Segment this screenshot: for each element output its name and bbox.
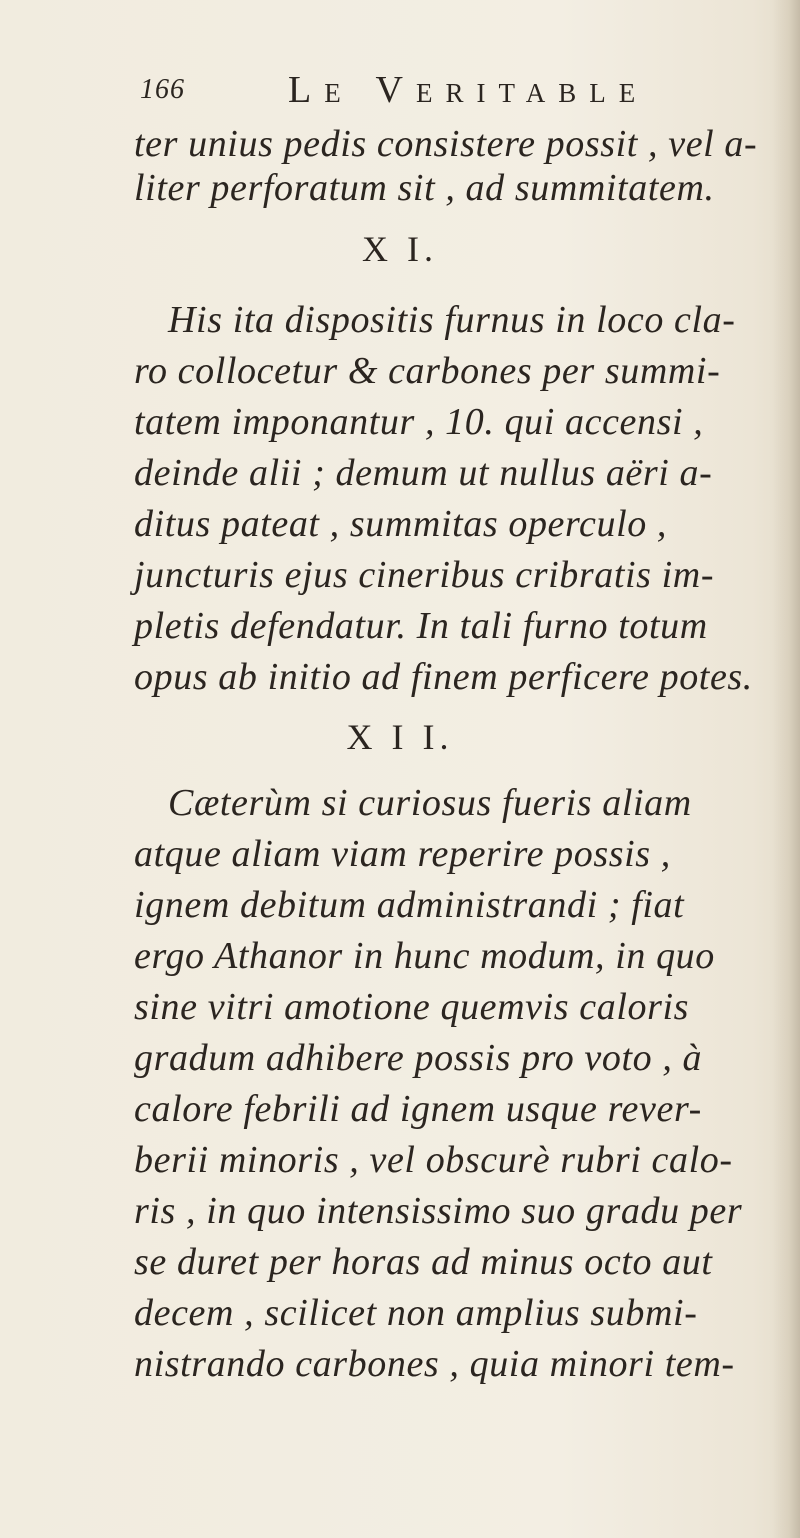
text-line: ignem debitum administrandi ; fiat [134,884,685,926]
text-line: ter unius pedis consistere possit , vel a- [134,123,758,165]
text-line: juncturis ejus cineribus cribratis im- [134,554,715,596]
text-line: tatem imponantur , 10. qui accensi , [134,401,704,443]
page-number: 166 [140,74,185,105]
text-line: berii minoris , vel obscurè rubri calo- [134,1139,733,1181]
text-line: decem , scilicet non amplius submi- [134,1292,698,1334]
text-line: atque aliam viam reperire possis , [134,833,671,875]
section-number: X I I. [346,717,454,757]
text-line: ris , in quo intensissimo suo gradu per [134,1190,743,1232]
text-line: nistrando carbones , quia minori tem- [134,1343,735,1385]
text-line: His ita dispositis furnus in loco cla- [168,299,736,341]
text-line: opus ab initio ad finem perficere potes. [134,656,753,698]
page-header [140,66,700,116]
text-line: deinde alii ; demum ut nullus aëri a- [134,452,713,494]
text-line: ergo Athanor in hunc modum, in quo [134,935,715,977]
text-line: sine vitri amotione quemvis caloris [134,986,690,1028]
text-line: calore febrili ad ignem usque rever- [134,1088,702,1130]
text-line: gradum adhibere possis pro voto , à [134,1037,703,1079]
running-head: Le Veritable [288,69,649,111]
text-line: pletis defendatur. In tali furno totum [134,605,708,647]
section-number: X I. [362,229,438,269]
text-line: Cæterùm si curiosus fueris aliam [168,782,692,824]
text-line: ro collocetur & carbones per summi- [134,350,721,392]
text-line: ditus pateat , summitas operculo , [134,503,668,545]
text-line: se duret per horas ad minus octo aut [134,1241,713,1283]
text-line: liter perforatum sit , ad summitatem. [134,167,715,209]
